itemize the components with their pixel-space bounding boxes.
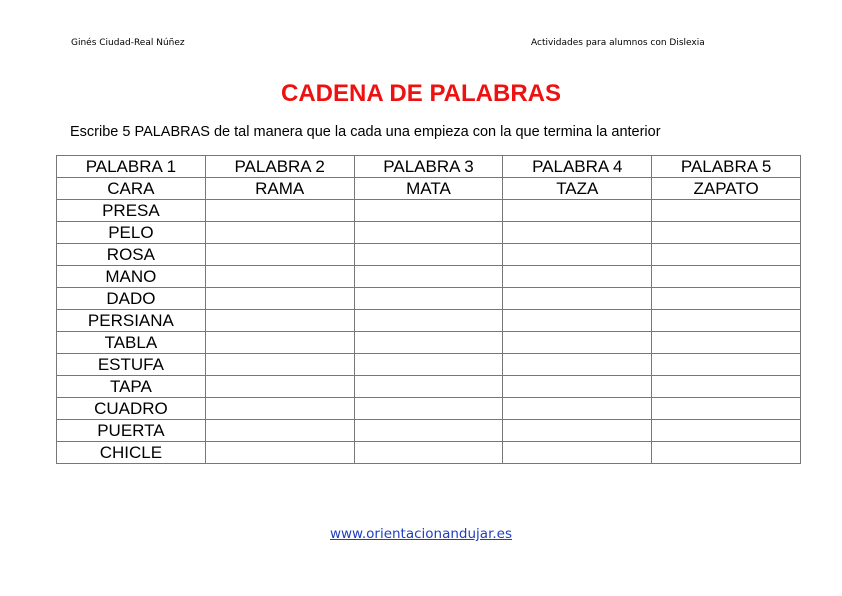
answer-cell[interactable] xyxy=(652,200,801,222)
table-row xyxy=(57,222,801,244)
website-link[interactable]: www.orientacionandujar.es xyxy=(329,526,513,542)
answer-cell[interactable] xyxy=(205,266,354,288)
answer-cell[interactable] xyxy=(503,244,652,266)
word-cell: TABLA xyxy=(57,332,206,354)
answer-cell[interactable] xyxy=(205,376,354,398)
answer-cell[interactable] xyxy=(354,310,503,332)
answer-cell[interactable] xyxy=(205,244,354,266)
table-row xyxy=(57,178,801,200)
answer-cell[interactable] xyxy=(205,420,354,442)
word-cell: MANO xyxy=(57,266,206,288)
word-cell: RAMA xyxy=(205,178,354,200)
answer-cell[interactable] xyxy=(354,398,503,420)
answer-cell[interactable] xyxy=(503,420,652,442)
table-row xyxy=(57,244,801,266)
answer-cell[interactable] xyxy=(354,354,503,376)
table-row xyxy=(57,310,801,332)
answer-cell[interactable] xyxy=(503,442,652,464)
answer-cell[interactable] xyxy=(652,420,801,442)
answer-cell[interactable] xyxy=(652,266,801,288)
table-row xyxy=(57,266,801,288)
column-header: PALABRA 2 xyxy=(205,156,354,178)
answer-cell[interactable] xyxy=(503,398,652,420)
table-row xyxy=(57,332,801,354)
word-cell: TAZA xyxy=(503,178,652,200)
answer-cell[interactable] xyxy=(205,222,354,244)
answer-cell[interactable] xyxy=(652,354,801,376)
footer xyxy=(0,526,842,542)
column-header: PALABRA 4 xyxy=(503,156,652,178)
answer-cell[interactable] xyxy=(354,442,503,464)
answer-cell[interactable] xyxy=(205,398,354,420)
answer-cell[interactable] xyxy=(652,398,801,420)
word-cell: DADO xyxy=(57,288,206,310)
answer-cell[interactable] xyxy=(205,442,354,464)
word-cell: MATA xyxy=(354,178,503,200)
table-row xyxy=(57,288,801,310)
answer-cell[interactable] xyxy=(205,288,354,310)
word-cell: ESTUFA xyxy=(57,354,206,376)
answer-cell[interactable] xyxy=(652,222,801,244)
answer-cell[interactable] xyxy=(652,244,801,266)
column-header: PALABRA 1 xyxy=(57,156,206,178)
instructions: Escribe 5 PALABRAS de tal manera que la cada una empieza con la que termina la anterior xyxy=(70,124,661,140)
page-title: CADENA DE PALABRAS xyxy=(280,80,561,107)
word-cell: PRESA xyxy=(57,200,206,222)
answer-cell[interactable] xyxy=(354,376,503,398)
answer-cell[interactable] xyxy=(503,266,652,288)
table-row xyxy=(57,420,801,442)
word-cell: PUERTA xyxy=(57,420,206,442)
word-chain-table xyxy=(56,155,801,464)
table-row xyxy=(57,200,801,222)
table-row xyxy=(57,376,801,398)
answer-cell[interactable] xyxy=(503,332,652,354)
answer-cell[interactable] xyxy=(205,332,354,354)
answer-cell[interactable] xyxy=(652,442,801,464)
answer-cell[interactable] xyxy=(354,332,503,354)
column-header: PALABRA 3 xyxy=(354,156,503,178)
word-cell: CUADRO xyxy=(57,398,206,420)
answer-cell[interactable] xyxy=(503,376,652,398)
answer-cell[interactable] xyxy=(205,310,354,332)
answer-cell[interactable] xyxy=(652,288,801,310)
answer-cell[interactable] xyxy=(503,354,652,376)
table-row xyxy=(57,398,801,420)
word-cell: PELO xyxy=(57,222,206,244)
answer-cell[interactable] xyxy=(354,266,503,288)
word-cell: CHICLE xyxy=(57,442,206,464)
answer-cell[interactable] xyxy=(503,310,652,332)
word-cell: ZAPATO xyxy=(652,178,801,200)
answer-cell[interactable] xyxy=(205,354,354,376)
table-row xyxy=(57,442,801,464)
header-author: Ginés Ciudad-Real Núñez xyxy=(71,38,185,48)
answer-cell[interactable] xyxy=(652,376,801,398)
table-header-row xyxy=(57,156,801,178)
answer-cell[interactable] xyxy=(354,222,503,244)
word-cell: TAPA xyxy=(57,376,206,398)
word-cell: PERSIANA xyxy=(57,310,206,332)
answer-cell[interactable] xyxy=(205,200,354,222)
answer-cell[interactable] xyxy=(354,420,503,442)
table-row xyxy=(57,354,801,376)
answer-cell[interactable] xyxy=(354,288,503,310)
answer-cell[interactable] xyxy=(503,200,652,222)
answer-cell[interactable] xyxy=(652,332,801,354)
header-subtitle: Actividades para alumnos con Dislexia xyxy=(531,38,705,48)
answer-cell[interactable] xyxy=(503,288,652,310)
word-cell: CARA xyxy=(57,178,206,200)
answer-cell[interactable] xyxy=(503,222,652,244)
word-cell: ROSA xyxy=(57,244,206,266)
answer-cell[interactable] xyxy=(652,310,801,332)
column-header: PALABRA 5 xyxy=(652,156,801,178)
answer-cell[interactable] xyxy=(354,244,503,266)
answer-cell[interactable] xyxy=(354,200,503,222)
